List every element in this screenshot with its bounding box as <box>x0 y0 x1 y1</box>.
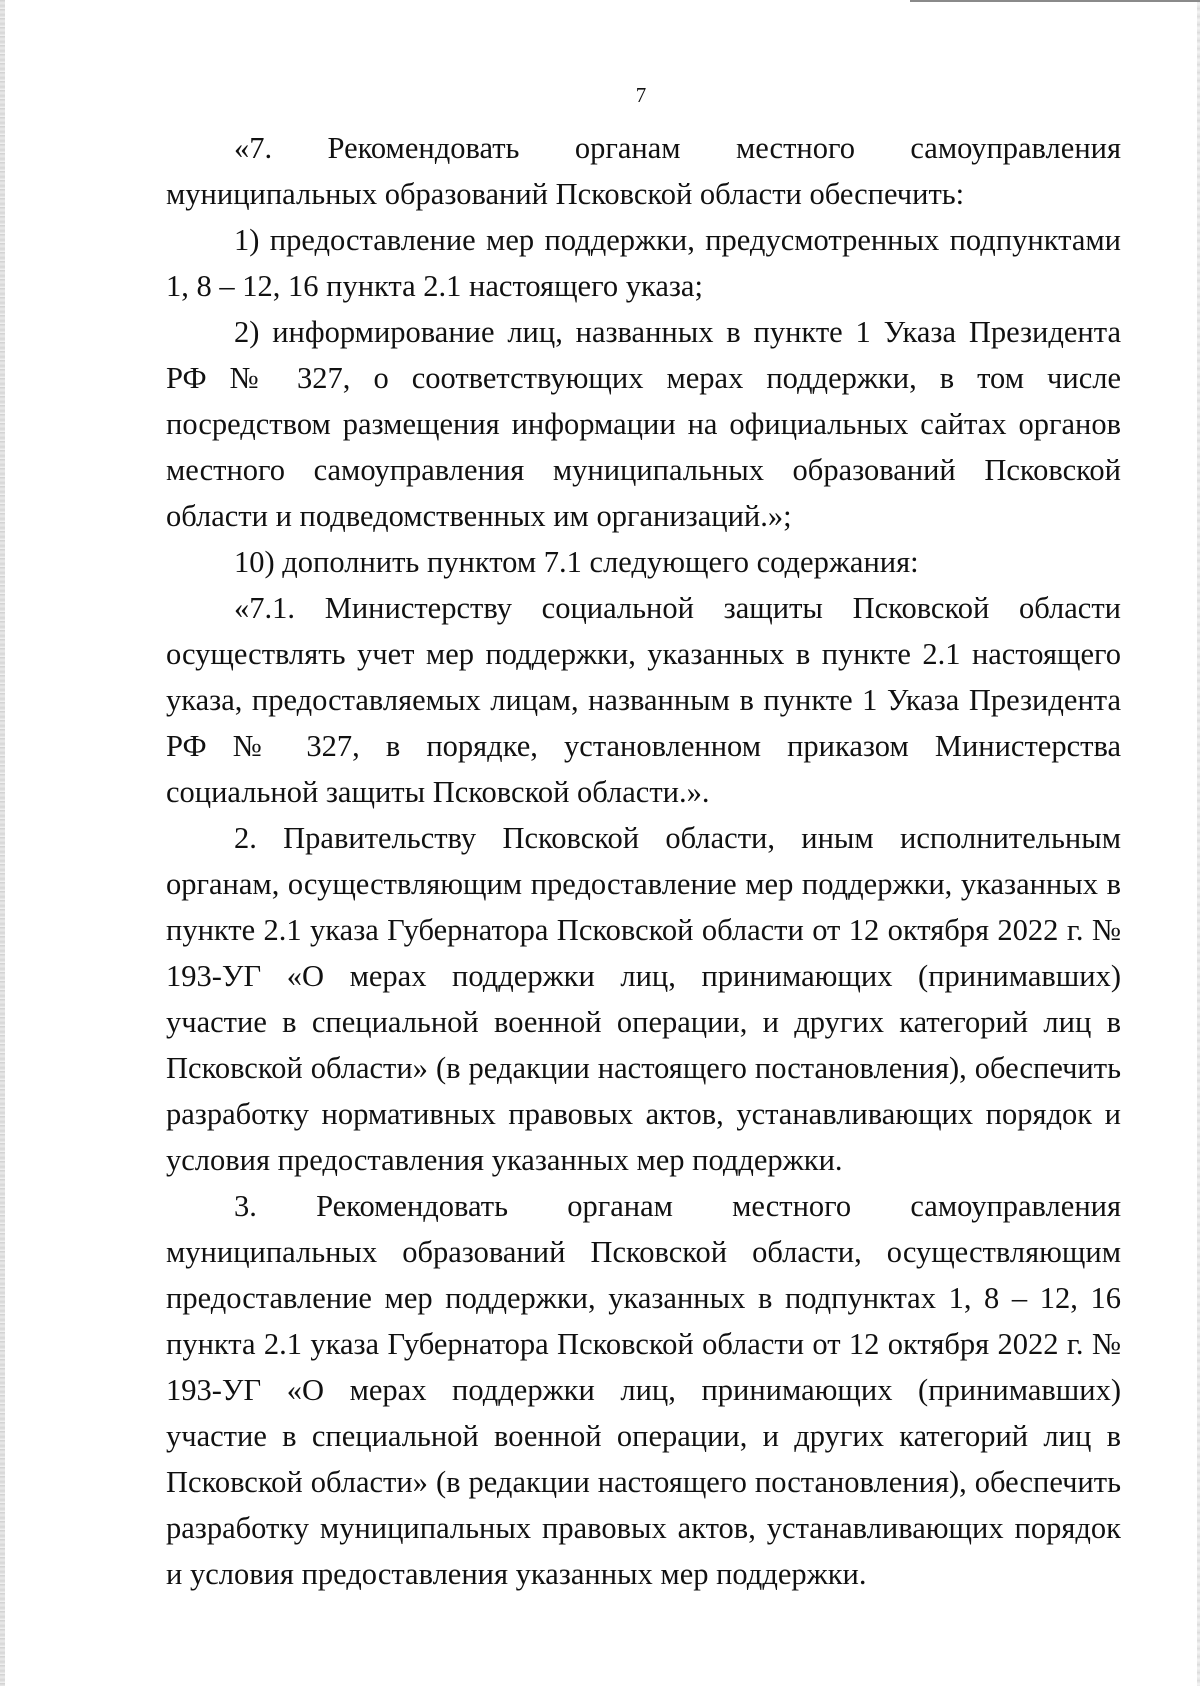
paragraph-section-2: 2. Правительству Псковской области, иным исполнительным органам, осуществляющим предоставление мер поддержки, указанных в пункте 2.1 указа Губернатора Псковской области от 12 октября 2022 г. № 193-УГ «О мерах поддержки лиц, принимающих (принимавших) участие в специальной военной операции, и других категорий лиц в Псковской области» (в редакции настоящего постановления), обеспечить разработку нормативных правовых актов, устанавливающих порядок и условия предоставления указанных мер поддержки. <box>166 821 1121 1177</box>
page-number: 7 <box>635 83 647 107</box>
scan-edge-top <box>910 0 1200 2</box>
paragraph-section-3: 3. Рекомендовать органам местного самоуправления муниципальных образований Псковской области, осуществляющим предоставление мер поддержки, указанных в подпунктах 1, 8 – 12, 16 пункта 2.1 указа Губернатора Псковской области от 12 октября 2022 г. № 193-УГ «О мерах поддержки лиц, принимающих (принимавших) участие в специальной военной операции, и других категорий лиц в Псковской области» (в редакции настоящего постановления), обеспечить разработку муниципальных правовых актов, устанавливающих порядок и условия предоставления указанных мер поддержки. <box>166 1189 1121 1591</box>
paragraph-7-subitem-2: 2) информирование лиц, названных в пункте 1 Указа Президента РФ № 327, о соответствующих мерах поддержки, в том числе посредством размещения информации на официальных сайтах органов местного самоуправления муниципальных образований Псковской области и подведомственных им организаций.»; <box>166 315 1121 533</box>
paragraph-7-1: «7.1. Министерству социальной защиты Псковской области осуществлять учет мер поддержки, указанных в пункте 2.1 настоящего указа, предоставляемых лицам, названным в пункте 1 Указа Президента РФ № 327, в порядке, установленном приказом Министерства социальной защиты Псковской области.». <box>166 591 1121 809</box>
paragraph-amendment-10: 10) дополнить пунктом 7.1 следующего содержания: <box>234 545 919 579</box>
paragraph-7-subitem-1: 1) предоставление мер поддержки, предусмотренных подпунктами 1, 8 – 12, 16 пункта 2.1 настоящего указа; <box>166 223 1121 303</box>
scan-edge-left <box>0 0 5 1686</box>
paragraph-7: «7. Рекомендовать органам местного самоуправления муниципальных образований Псковской области обеспечить: <box>166 131 1121 211</box>
document-body <box>166 125 1121 1597</box>
